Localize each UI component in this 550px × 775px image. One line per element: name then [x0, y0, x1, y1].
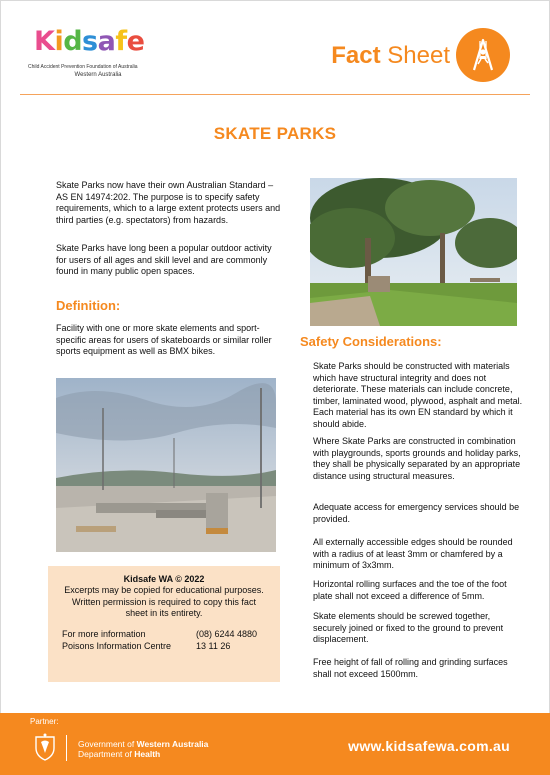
logo-region: Western Australia: [74, 72, 122, 78]
copyright-text: Excerpts may be copied for educational purposes. Written permission is required to copy this fact sheet in its entirety.: [64, 585, 264, 618]
contact-label: Poisons Information Centre: [62, 641, 172, 651]
definition-text: Facility with one or more skate elements and sport-specific areas for users of skateboards or similar roller sports equipment as well as BMX bikes.: [56, 323, 272, 356]
footer-divider: [66, 735, 67, 761]
safety-item: Where Skate Parks are constructed in combination with playgrounds, sports grounds and holiday parks, they shall be physically separated by an appropriate distance using structural measures.: [313, 436, 521, 481]
skate-park-photo: [56, 378, 276, 552]
contact-phone: (08) 6244 4880: [196, 629, 258, 639]
intro-paragraph-2: Skate Parks have long been a popular outdoor activity for users of all ages and skill level and are commonly found in many public open spaces.: [56, 243, 272, 276]
logo-subtitle: Child Accident Prevention Foundation of Australia: [28, 64, 138, 70]
government-line-2: Department of Health: [78, 749, 161, 759]
fact-sheet-title: Fact Sheet: [331, 42, 450, 69]
kidsafe-logo: [28, 24, 163, 88]
safety-item: Skate elements should be screwed together, securely joined or fixed to the ground to prevent displacement.: [313, 611, 504, 644]
contact-phone: 13 11 26: [196, 641, 231, 651]
wa-government-crest-icon: [32, 733, 58, 761]
government-line-1: Government of Western Australia: [78, 739, 209, 749]
playground-swing-icon: [456, 28, 510, 82]
safety-item: All externally accessible edges should be rounded with a radius of at least 3mm or chamfered by a minimum of 3x3mm.: [313, 537, 513, 570]
intro-paragraph-1: Skate Parks now have their own Australian Standard – AS EN 14974:202. The purpose is to specify safety requirements, which to a large extent protects users and third parties (e.g. spectators) from hazards.: [56, 180, 281, 225]
safety-item: Skate Parks should be constructed with materials which have structural integrity and does not deteriorate. These materials can include concrete, timber, laminated wood, plywood, asphalt and metal. Each material has its own EN standard by which it should abide.: [313, 361, 523, 429]
contact-label: For more information: [62, 629, 146, 639]
safety-item: Adequate access for emergency services should be provided.: [313, 502, 520, 524]
logo-wordmark: Kidsafe: [34, 26, 145, 57]
safety-heading: Safety Considerations:: [300, 334, 442, 349]
safety-item: Horizontal rolling surfaces and the toe of the foot plate shall not exceed a difference of 5mm.: [313, 579, 507, 601]
playground-photo: [310, 178, 517, 326]
partner-label: Partner:: [30, 717, 59, 726]
copyright-notice: [48, 566, 280, 682]
website-link[interactable]: www.kidsafewa.com.au: [348, 738, 510, 754]
page-title: SKATE PARKS: [213, 124, 337, 143]
copyright-title: Kidsafe WA © 2022: [123, 574, 205, 584]
header-divider: [20, 94, 530, 95]
safety-item: Free height of fall of rolling and grinding surfaces shall not exceed 1500mm.: [313, 657, 508, 679]
definition-heading: Definition:: [56, 298, 121, 313]
